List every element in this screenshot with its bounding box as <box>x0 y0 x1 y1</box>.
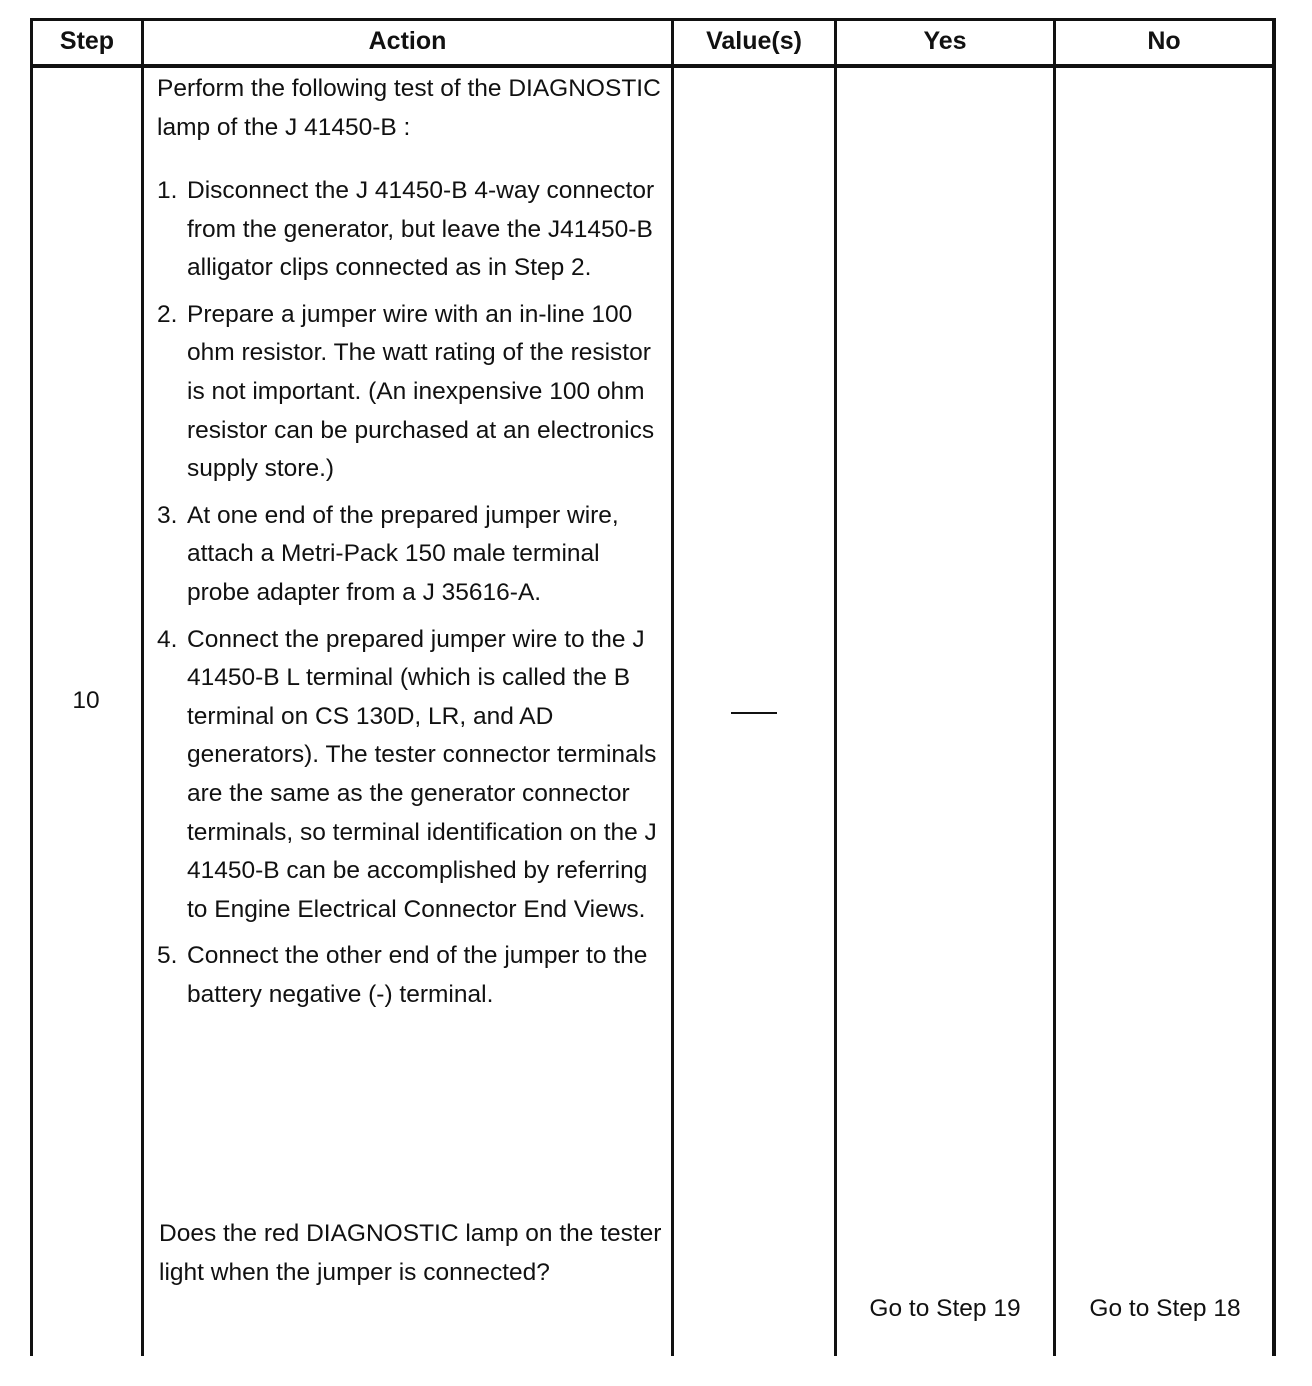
action-step-text: Prepare a jumper wire with an in-line 100 ohm resistor. The watt rating of the resistor is not important. (An inexpensive 100 ohm resistor can be purchased at an electronics supply store.) <box>187 300 655 483</box>
action-step-text: Connect the other end of the jumper to the battery negative (-) terminal. <box>187 942 648 1008</box>
action-intro: Perform the following test of the DIAGNOSTIC lamp of the J 41450-B : <box>157 75 661 141</box>
column-divider-4 <box>1053 18 1056 1356</box>
action-step <box>157 296 667 489</box>
action-step-number: 5. <box>157 942 178 970</box>
header-step: Step <box>59 27 115 55</box>
header-action: Action <box>368 27 447 55</box>
action-step <box>157 497 667 613</box>
column-divider-3 <box>834 18 837 1356</box>
header-divider <box>30 64 1276 68</box>
action-step-text: Disconnect the J 41450-B 4-way connector from the generator, but leave the J41450-B alligator clips connected as in Step 2. <box>187 177 655 282</box>
action-step-number: 2. <box>157 300 178 328</box>
column-divider-2 <box>671 18 674 1356</box>
action-question: Does the red DIAGNOSTIC lamp on the tester light when the jumper is connected? <box>159 1220 662 1286</box>
header-no: No <box>1147 27 1181 55</box>
action-step-text: Connect the prepared jumper wire to the J 41450-B L terminal (which is called the B terminal on CS 130D, LR, and AD generators). The tester connector terminals are the same as the generator connector terminals, so terminal identification on the J 41450-B can be accomplished by referring to Engine Electrical Connector End Views. <box>187 625 657 923</box>
header-values: Value(s) <box>706 27 802 55</box>
table-border-top <box>30 18 1276 21</box>
action-step <box>157 937 667 1014</box>
action-step-list <box>157 172 667 1022</box>
value-none-dash <box>731 712 777 714</box>
action-step <box>157 172 667 288</box>
yes-result: Go to Step 19 <box>869 1295 1021 1322</box>
action-step-number: 4. <box>157 625 178 653</box>
action-step <box>157 621 667 930</box>
table-border-right <box>1272 18 1276 1356</box>
action-step-number: 1. <box>157 177 178 204</box>
header-yes: Yes <box>923 27 967 55</box>
action-step-text: At one end of the prepared jumper wire, attach a Metri-Pack 150 male terminal probe adapter from a J 35616-A. <box>187 501 619 606</box>
step-number: 10 <box>72 687 100 714</box>
action-step-number: 3. <box>157 501 178 529</box>
no-result: Go to Step 18 <box>1089 1295 1241 1322</box>
